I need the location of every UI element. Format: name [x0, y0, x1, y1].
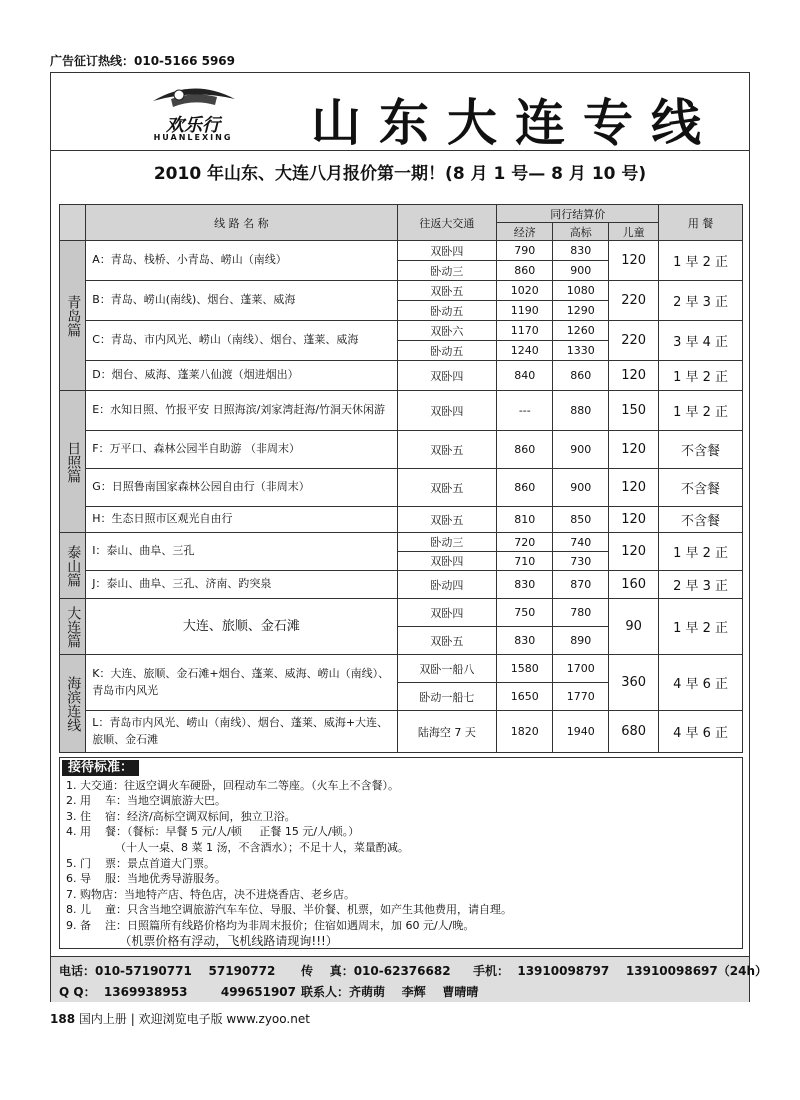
- col-economy: 经济: [497, 223, 553, 241]
- route-a-premium-2: 900: [553, 261, 609, 281]
- route-a-name: A：青岛、栈桥、小青岛、崂山（南线）: [86, 241, 397, 281]
- standard-line: 3. 住 宿：经济/高标空调双标间，独立卫浴。: [66, 809, 296, 823]
- route-a-transport-2: 卧动三: [397, 261, 497, 281]
- route-b-transport-2: 卧动五: [397, 301, 497, 321]
- standard-line: 1. 大交通：往返空调火车硬卧，回程动车二等座。（火车上不含餐）。: [66, 778, 399, 792]
- route-i-child: 120: [609, 533, 659, 571]
- route-c-name: C：青岛、市内风光、崂山（南线）、烟台、蓬莱、威海: [86, 321, 397, 361]
- route-i-economy-2: 710: [497, 552, 553, 571]
- logo-chinese: 欢乐行: [166, 115, 220, 136]
- contact-phone: 电话：010-57190771 57190772: [59, 964, 276, 978]
- route-h-economy: 810: [497, 507, 553, 533]
- table-corner: [60, 205, 86, 241]
- logo-english: HUANLEXING: [153, 133, 233, 142]
- route-k-premium-1: 1700: [553, 655, 609, 683]
- col-transport: 往返大交通: [397, 205, 497, 241]
- route-g-economy: 860: [497, 469, 553, 507]
- route-e-child: 150: [609, 391, 659, 431]
- group-taishan: 泰山篇: [60, 533, 86, 599]
- col-price-group: 同行结算价: [497, 205, 659, 223]
- page-headline: 2010 年山东、大连八月报价第一期！(8 月 1 号— 8 月 10 号): [153, 164, 647, 184]
- route-b-premium-2: 1290: [553, 301, 609, 321]
- route-g-premium: 900: [553, 469, 609, 507]
- route-l-economy: 1820: [497, 711, 553, 753]
- route-k-meals: 4 早 6 正: [659, 655, 743, 711]
- route-j-transport: 卧动四: [397, 571, 497, 599]
- route-c-child: 220: [609, 321, 659, 361]
- route-b-meals: 2 早 3 正: [659, 281, 743, 321]
- route-f-transport: 双卧五: [397, 431, 497, 469]
- route-c-premium-1: 1260: [553, 321, 609, 341]
- route-g-meals: 不含餐: [659, 469, 743, 507]
- route-b-economy-2: 1190: [497, 301, 553, 321]
- route-h-meals: 不含餐: [659, 507, 743, 533]
- route-i-transport-2: 双卧四: [397, 552, 497, 571]
- route-k-child: 360: [609, 655, 659, 711]
- route-k-economy-2: 1650: [497, 683, 553, 711]
- route-c-meals: 3 早 4 正: [659, 321, 743, 361]
- route-d-economy: 840: [497, 361, 553, 391]
- route-a-meals: 1 早 2 正: [659, 241, 743, 281]
- route-i-name: I：泰山、曲阜、三孔: [86, 533, 397, 571]
- route-c-economy-2: 1240: [497, 341, 553, 361]
- route-c-transport-1: 双卧六: [397, 321, 497, 341]
- route-j-premium: 870: [553, 571, 609, 599]
- page-frame: [50, 72, 768, 1002]
- standards-title: 接待标准：: [62, 760, 139, 776]
- group-qingdao: 青岛篇: [60, 241, 86, 391]
- route-f-name: F：万平口、森林公园半自助游 （非周末）: [86, 431, 397, 469]
- route-l-child: 680: [609, 711, 659, 753]
- route-e-transport: 双卧四: [397, 391, 497, 431]
- route-g-name: G：日照鲁南国家森林公园自由行（非周末）: [86, 469, 397, 507]
- group-dalian: 大连篇: [60, 599, 86, 655]
- route-d-name: D：烟台、威海、蓬莱八仙渡（烟进烟出）: [86, 361, 397, 391]
- route-h-child: 120: [609, 507, 659, 533]
- route-a-transport-1: 双卧四: [397, 241, 497, 261]
- route-l-name: L：青岛市内风光、崂山（南线）、烟台、蓬莱、威海+大连、旅顺、金石滩: [86, 711, 397, 753]
- route-b-name: B：青岛、崂山(南线)、烟台、蓬莱、威海: [86, 281, 397, 321]
- route-b-economy-1: 1020: [497, 281, 553, 301]
- route-e-name: E：水知日照、竹报平安 日照海滨/刘家湾赶海/竹洞天休闲游: [86, 391, 397, 431]
- route-h-transport: 双卧五: [397, 507, 497, 533]
- route-h-name: H：生态日照市区观光自由行: [86, 507, 397, 533]
- route-k-premium-2: 1770: [553, 683, 609, 711]
- route-a-premium-1: 830: [553, 241, 609, 261]
- standard-line: 8. 儿 童：只含当地空调旅游汽车车位、导服、半价餐、机票，如产生其他费用，请自理。: [66, 903, 512, 917]
- contact-bar: [51, 956, 768, 1002]
- route-i-economy-1: 720: [497, 533, 553, 552]
- route-b-child: 220: [609, 281, 659, 321]
- route-dl-economy-2: 830: [497, 627, 553, 655]
- route-d-child: 120: [609, 361, 659, 391]
- standard-line: （机票价格有浮动，飞机线路请现询!!!）: [66, 933, 338, 948]
- route-k-name: K：大连、旅顺、金石滩+烟台、蓬莱、威海、崂山（南线）、青岛市内风光: [86, 655, 397, 711]
- route-dl-name: 大连、旅顺、金石滩: [86, 599, 397, 655]
- route-l-transport: 陆海空 7 天: [397, 711, 497, 753]
- route-dl-meals: 1 早 2 正: [659, 599, 743, 655]
- route-f-premium: 900: [553, 431, 609, 469]
- route-d-meals: 1 早 2 正: [659, 361, 743, 391]
- route-f-meals: 不含餐: [659, 431, 743, 469]
- standard-line: 9. 备 注：日照篇所有线路价格均为非周末报价；住宿如遇周末，加 60 元/人/晚。: [66, 918, 475, 932]
- route-l-meals: 4 早 6 正: [659, 711, 743, 753]
- contact-fax: 传 真：010-62376682: [301, 964, 451, 978]
- col-route: 线 路 名 称: [86, 205, 397, 241]
- route-c-economy-1: 1170: [497, 321, 553, 341]
- col-meals: 用 餐: [659, 205, 743, 241]
- standard-line: 5. 门 票：景点首道大门票。: [66, 856, 215, 870]
- header: [51, 73, 749, 151]
- route-dl-economy-1: 750: [497, 599, 553, 627]
- route-g-transport: 双卧五: [397, 469, 497, 507]
- col-premium: 高标: [553, 223, 609, 241]
- standard-line: 4. 用 餐：（餐标：早餐 5 元/人/顿 正餐 15 元/人/顿。）: [66, 825, 360, 839]
- contact-persons: 联系人：齐萌萌 李辉 曹晴晴: [301, 985, 479, 999]
- brand-title: 山东大连专线: [311, 93, 719, 152]
- route-i-meals: 1 早 2 正: [659, 533, 743, 571]
- route-i-premium-2: 730: [553, 552, 609, 571]
- route-e-premium: 880: [553, 391, 609, 431]
- contact-mobile: 手机： 13910098797 13910098697（24h）: [473, 964, 768, 978]
- route-dl-child: 90: [609, 599, 659, 655]
- route-a-economy-1: 790: [497, 241, 553, 261]
- route-a-economy-2: 860: [497, 261, 553, 281]
- route-dl-transport-2: 双卧五: [397, 627, 497, 655]
- route-i-premium-1: 740: [553, 533, 609, 552]
- standard-line: （十人一桌、8 菜 1 汤，不含酒水）；不足十人，菜量酌减。: [66, 840, 409, 854]
- route-j-meals: 2 早 3 正: [659, 571, 743, 599]
- route-e-meals: 1 早 2 正: [659, 391, 743, 431]
- route-l-premium: 1940: [553, 711, 609, 753]
- ad-hotline: 广告征订热线：010-5166 5969: [50, 54, 236, 68]
- group-rizhao: 日照篇: [60, 391, 86, 533]
- route-dl-transport-1: 双卧四: [397, 599, 497, 627]
- standard-line: 6. 导 服：当地优秀导游服务。: [66, 872, 226, 886]
- route-c-premium-2: 1330: [553, 341, 609, 361]
- route-b-transport-1: 双卧五: [397, 281, 497, 301]
- route-dl-premium-1: 780: [553, 599, 609, 627]
- route-h-premium: 850: [553, 507, 609, 533]
- route-f-child: 120: [609, 431, 659, 469]
- route-j-economy: 830: [497, 571, 553, 599]
- route-k-transport-1: 双卧一船八: [397, 655, 497, 683]
- col-child: 儿童: [609, 223, 659, 241]
- service-standards: [59, 757, 743, 949]
- route-f-economy: 860: [497, 431, 553, 469]
- route-k-transport-2: 卧动一船七: [397, 683, 497, 711]
- group-binhai: 海滨连线: [60, 655, 86, 753]
- contact-qq: Q Q： 1369938953 499651907: [59, 985, 297, 999]
- route-a-child: 120: [609, 241, 659, 281]
- route-c-transport-2: 卧动五: [397, 341, 497, 361]
- footer-text: 国内上册 | 欢迎浏览电子版 www.zyoo.net: [78, 1012, 310, 1026]
- page-number: 188: [50, 1012, 76, 1026]
- route-b-premium-1: 1080: [553, 281, 609, 301]
- route-d-transport: 双卧四: [397, 361, 497, 391]
- route-d-premium: 860: [553, 361, 609, 391]
- route-j-child: 160: [609, 571, 659, 599]
- route-i-transport-1: 卧动三: [397, 533, 497, 552]
- route-g-child: 120: [609, 469, 659, 507]
- price-table: [59, 204, 743, 753]
- route-j-name: J：泰山、曲阜、三孔、济南、趵突泉: [86, 571, 397, 599]
- route-k-economy-1: 1580: [497, 655, 553, 683]
- route-e-economy: ---: [497, 391, 553, 431]
- standard-line: 7. 购物店：当地特产店、特色店，决不进烧香店、老乡店。: [66, 887, 355, 901]
- page-footer: [50, 1010, 310, 1027]
- route-dl-premium-2: 890: [553, 627, 609, 655]
- standard-line: 2. 用 车：当地空调旅游大巴。: [66, 794, 226, 808]
